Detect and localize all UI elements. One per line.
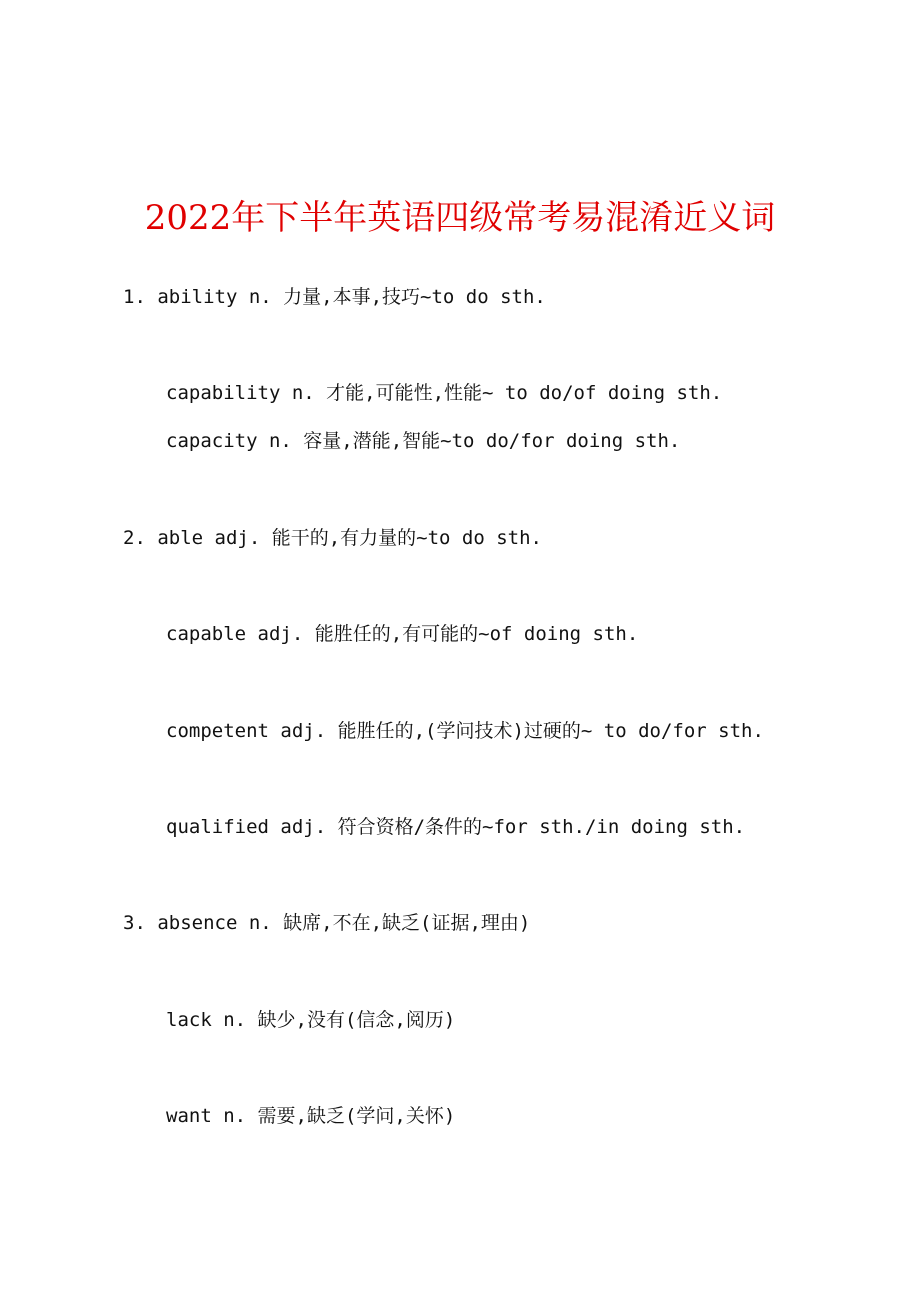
entry-3-lack: lack n. 缺少,没有(信念,阅历) (166, 1009, 456, 1031)
entry-1-capability: capability n. 才能,可能性,性能~ to do/of doing sth. (166, 382, 723, 404)
entry-2-qualified: qualified adj. 符合资格/条件的~for sth./in doing sth. (166, 816, 746, 838)
entry-1-capacity: capacity n. 容量,潜能,智能~to do/for doing sth. (166, 430, 681, 452)
entry-2-capable: capable adj. 能胜任的,有可能的~of doing sth. (166, 623, 639, 645)
entry-1-ability: 1. ability n. 力量,本事,技巧~to do sth. (123, 286, 546, 308)
entry-2-competent: competent adj. 能胜任的,(学问技术)过硬的~ to do/for sth. (166, 720, 764, 742)
document-title: 2022年下半年英语四级常考易混淆近义词 (144, 198, 776, 238)
entry-3-want: want n. 需要,缺乏(学问,关怀) (166, 1105, 456, 1127)
entry-2-able: 2. able adj. 能干的,有力量的~to do sth. (123, 527, 542, 549)
entry-3-absence: 3. absence n. 缺席,不在,缺乏(证据,理由) (123, 912, 531, 934)
